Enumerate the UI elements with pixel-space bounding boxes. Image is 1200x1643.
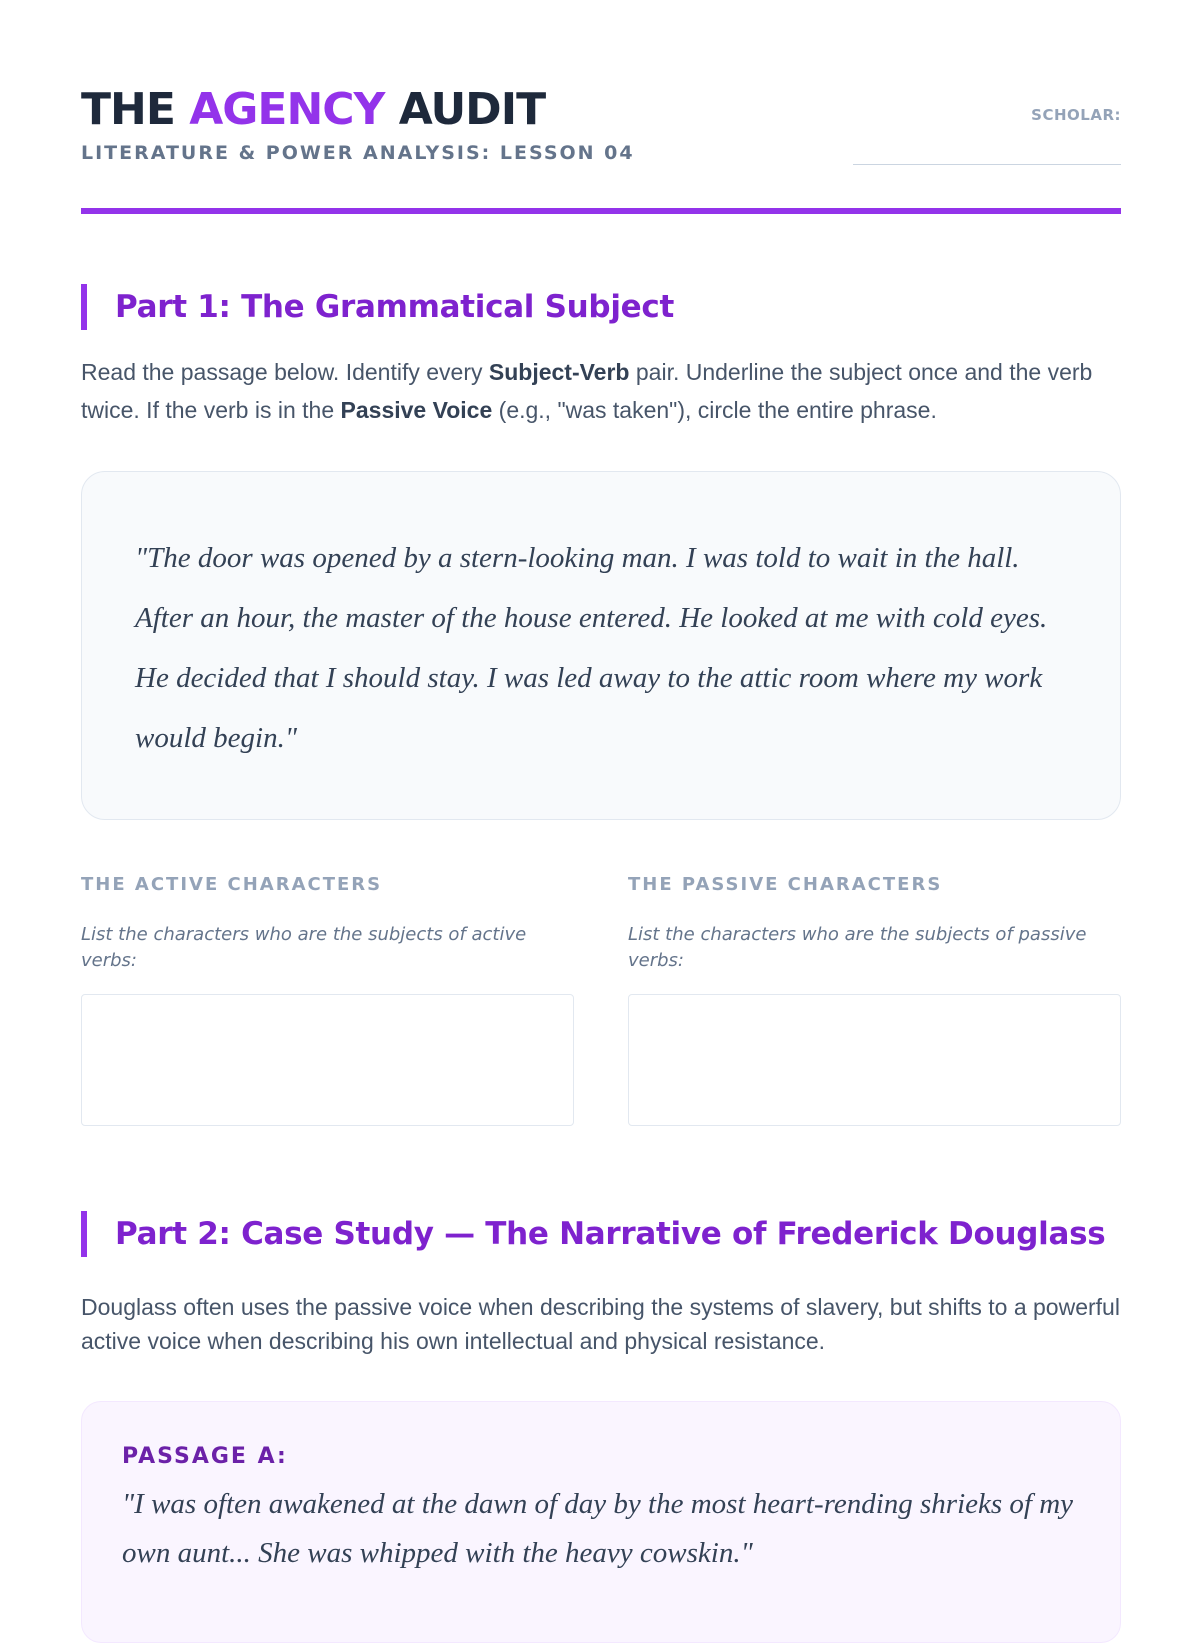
active-characters-column	[81, 872, 574, 974]
title-accent: AGENCY	[189, 84, 385, 135]
passive-characters-column	[628, 872, 1121, 974]
passage-box	[81, 471, 1121, 820]
part2-title: Part 2: Case Study — The Narrative of Frederick Douglass	[115, 1216, 1106, 1252]
part1-title: Part 1: The Grammatical Subject	[115, 289, 674, 325]
active-characters-answer-box[interactable]	[81, 994, 574, 1126]
part1-heading	[81, 284, 1141, 330]
part1-instructions: Read the passage below. Identify every Subject-Verb pair. Underline the subject once and the verb twice. If the verb is in the Passive Voice (e.g., "was taken"), circle the entire phrase.	[81, 359, 1093, 423]
header-divider	[81, 208, 1121, 214]
passage-a-box	[81, 1401, 1121, 1643]
passage-a-text: "I was often awakened at the dawn of day by the most heart-rending shrieks of my own aunt... She was whipped with the heavy cowskin."	[122, 1488, 1074, 1569]
part2-intro: Douglass often uses the passive voice when describing the systems of slavery, but shifts to a powerful active voice when describing his own intellectual and physical resistance.	[81, 1294, 1120, 1354]
passage-a-label: PASSAGE A:	[122, 1444, 288, 1469]
scholar-name-field[interactable]	[853, 164, 1121, 165]
section-accent-bar	[81, 1211, 87, 1257]
section-accent-bar	[81, 284, 87, 330]
subject-verb-term: Subject-Verb	[488, 359, 630, 385]
scholar-label: SCHOLAR:	[1031, 106, 1121, 124]
worksheet-header	[81, 82, 1121, 214]
passive-characters-heading: THE PASSIVE CHARACTERS	[628, 874, 943, 895]
title-part-2: AUDIT	[384, 84, 546, 135]
passage-text: "The door was opened by a stern-looking man. I was told to wait in the hall. After an hour, the master of the house entered. He looked at me with cold eyes. He decided that I should stay. I was led away to the attic room where my work would begin."	[135, 542, 1048, 754]
worksheet-title	[81, 82, 545, 138]
part2-heading	[81, 1211, 1141, 1257]
worksheet-subtitle: LITERATURE & POWER ANALYSIS: LESSON 04	[81, 142, 635, 164]
passive-voice-term: Passive Voice	[340, 397, 493, 423]
active-characters-heading: THE ACTIVE CHARACTERS	[81, 874, 383, 895]
passive-characters-instruction: List the characters who are the subjects of passive verbs:	[628, 924, 1087, 971]
title-part-1: THE	[81, 84, 190, 135]
passive-characters-answer-box[interactable]	[628, 994, 1121, 1126]
active-characters-instruction: List the characters who are the subjects of active verbs:	[81, 924, 527, 971]
